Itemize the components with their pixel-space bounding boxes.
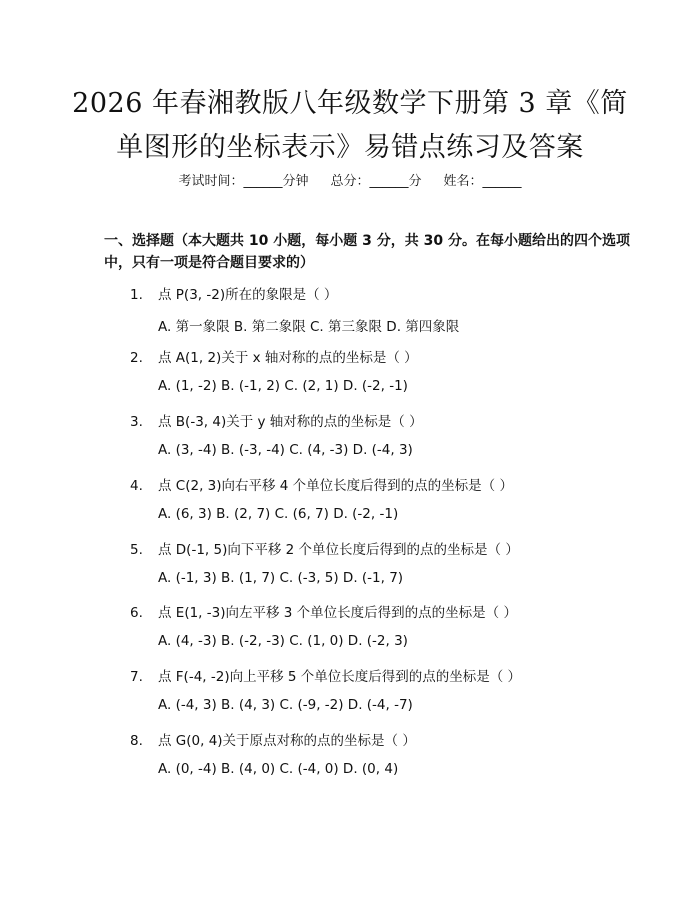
title-line-1: 2026 年春湘教版八年级数学下册第 3 章《简 <box>72 88 628 119</box>
question-stem <box>130 729 416 749</box>
question-number: 6. <box>130 605 143 621</box>
exam-score-field: 总分：______分 <box>330 174 422 189</box>
question-options: A. (6, 3) B. (2, 7) C. (6, 7) D. (-2, -1) <box>158 506 399 522</box>
section-heading: 一、选择题（本大题共 10 小题，每小题 3 分，共 30 分。在每小题给出的四个选项中，只有一项是符合题目要求的） <box>104 233 630 271</box>
question-stem <box>130 665 521 685</box>
question-stem <box>130 346 418 366</box>
question-options: A. 第一象限 B. 第二象限 C. 第三象限 D. 第四象限 <box>158 319 460 335</box>
question-text: 点 D(-1, 5)向下平移 2 个单位长度后得到的点的坐标是（ ） <box>158 542 519 558</box>
question-text: 点 F(-4, -2)向上平移 5 个单位长度后得到的点的坐标是（ ） <box>158 669 522 685</box>
question-text: 点 C(2, 3)向右平移 4 个单位长度后得到的点的坐标是（ ） <box>158 478 513 494</box>
question-options: A. (-4, 3) B. (4, 3) C. (-9, -2) D. (-4, -7) <box>158 697 413 713</box>
question-number: 4. <box>130 478 143 494</box>
exam-time-field: 考试时间：______分钟 <box>178 174 309 189</box>
question-stem <box>130 474 513 494</box>
question-options: A. (-1, 3) B. (1, 7) C. (-3, 5) D. (-1, 7) <box>158 570 404 586</box>
question-options: A. (4, -3) B. (-2, -3) C. (1, 0) D. (-2, 3) <box>158 633 408 649</box>
question-text: 点 E(1, -3)向左平移 3 个单位长度后得到的点的坐标是（ ） <box>158 605 517 621</box>
question-number: 7. <box>130 669 143 685</box>
question-number: 3. <box>130 414 143 430</box>
question-number: 1. <box>130 287 143 303</box>
question-number: 2. <box>130 350 143 366</box>
question-text: 点 G(0, 4)关于原点对称的点的坐标是（ ） <box>158 733 416 749</box>
question-text: 点 B(-3, 4)关于 y 轴对称的点的坐标是（ ） <box>158 414 423 430</box>
question-options: A. (1, -2) B. (-1, 2) C. (2, 1) D. (-2, -1) <box>158 378 408 394</box>
question-text: 点 P(3, -2)所在的象限是（ ） <box>158 287 338 303</box>
question-options: A. (0, -4) B. (4, 0) C. (-4, 0) D. (0, 4) <box>158 761 399 777</box>
title-line-2: 单图形的坐标表示》易错点练习及答案 <box>116 132 584 163</box>
question-stem <box>130 538 519 558</box>
question-options: A. (3, -4) B. (-3, -4) C. (4, -3) D. (-4, 3) <box>158 442 413 458</box>
exam-name-field: 姓名：______ <box>443 174 522 189</box>
question-stem <box>130 283 337 303</box>
question-number: 8. <box>130 733 143 749</box>
question-stem <box>130 410 423 430</box>
question-stem <box>130 601 517 621</box>
question-text: 点 A(1, 2)关于 x 轴对称的点的坐标是（ ） <box>158 350 418 366</box>
question-number: 5. <box>130 542 143 558</box>
